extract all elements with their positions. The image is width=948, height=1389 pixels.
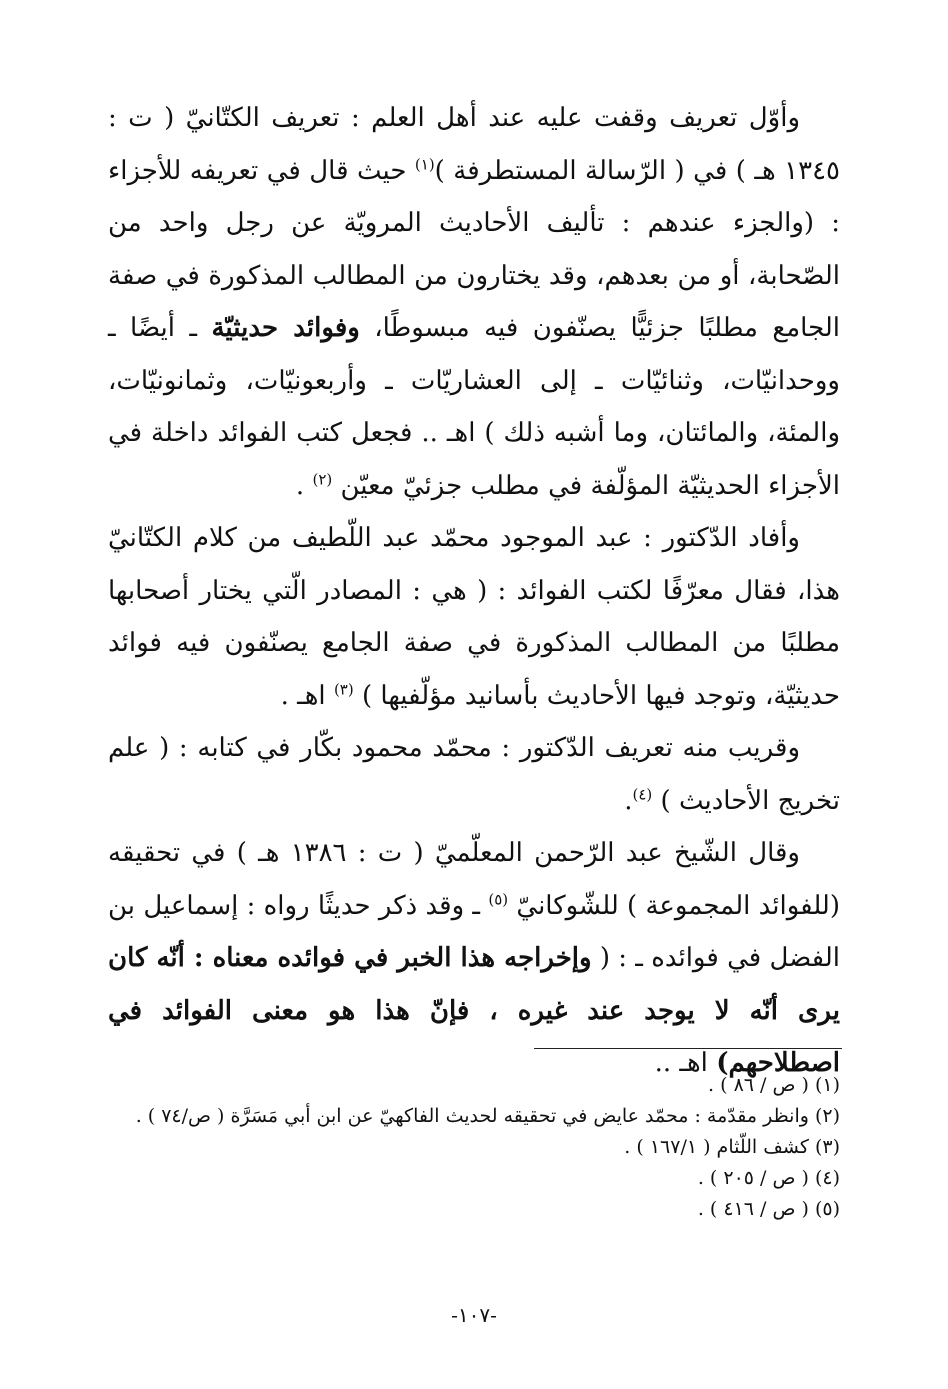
footnote-4: (٤) ( ص / ٢٠٥ ) . xyxy=(697,1167,840,1189)
bold-phrase: وفوائد حديثيّة xyxy=(211,313,360,343)
paragraph-text: وأوّل تعريف وقفت عليه عند أهل العلم : تعريف الكتّانيّ ( ت : ١٣٤٥ هـ ) في ( الرّسالة المستطرفة ) xyxy=(108,103,840,186)
paragraph-text: ـ أيضًا ـ ووحدانيّات، وثنائيّات ـ إلى العشاريّات ـ وأربعونيّات، وثمانونيّات، والمئة، والمائتان، وما أشبه ذلك ) اهـ .. فجعل كتب الفوائد داخلة في الأجزاء الحديثيّة المؤلّفة في مطلب جزئيّ معيّن xyxy=(108,313,840,501)
main-text xyxy=(108,92,840,1090)
footnote-ref-2: (٢) xyxy=(312,469,333,488)
footnote-ref-4: (٤) xyxy=(632,784,653,803)
paragraph-text: اهـ .. xyxy=(654,1048,717,1078)
page-number: -١٠٧- xyxy=(451,1303,497,1327)
paragraph-text: وقال الشّيخ عبد الرّحمن المعلّميّ ( ت : ١٣٨٦ هـ ) في تحقيقه (للفوائد المجموعة ) للشّوكانيّ xyxy=(108,838,840,921)
paragraph-4 xyxy=(108,827,840,1090)
paragraph-text: وأفاد الدّكتور : عبد الموجود محمّد عبد اللّطيف من كلام الكتّانيّ هذا، فقال معرّفًا لكتب الفوائد : ( هي : المصادر الّتي يختار أصحابها مطلبًا من المطالب المذكورة في صفة الجامع يصنّفون فيه فوائد حديثيّة، وتوجد فيها الأحاديث بأسانيد مؤلّفيها ) xyxy=(108,523,840,711)
paragraph-text: . xyxy=(295,470,313,501)
paragraph-1 xyxy=(108,92,840,512)
paragraph-text: . xyxy=(624,785,633,816)
paragraph-2 xyxy=(108,512,840,722)
footnote-ref-1: (١) xyxy=(414,154,435,173)
footnotes xyxy=(108,1070,840,1225)
bold-quote: وإخراجه هذا الخبر في فوائده معناه : أنّه كان يرى أنّه لا يوجد عند غيره ، فإنّ هذا هو معنى الفوائد في اصطلاحهم) xyxy=(108,943,840,1078)
footnote-3: (٣) كشف اللّثام ( ١٦٧/١ ) . xyxy=(624,1136,840,1158)
footnote-ref-5: (٥) xyxy=(488,889,509,908)
paragraph-3 xyxy=(108,722,840,827)
paragraph-text: وقريب منه تعريف الدّكتور : محمّد محمود بكّار في كتابه : ( علم تخريج الأحاديث ) xyxy=(108,733,840,816)
paragraph-text: ـ وقد ذكر حديثًا رواه : إسماعيل بن الفضل في فوائده ـ : ( xyxy=(108,890,840,973)
footnote-separator xyxy=(534,1048,842,1049)
footnote-1: (١) ( ص / ٨٦ ) . xyxy=(708,1074,840,1096)
footnote-5: (٥) ( ص / ٤١٦ ) . xyxy=(697,1198,840,1220)
footnote-2: (٢) وانظر مقدّمة : محمّد عايض في تحقيقه لحديث الفاكهيّ عن ابن أبي مَسَرَّة ( ص/٧٤ ) . xyxy=(135,1105,840,1127)
paragraph-text: حيث قال في تعريفه للأجزاء : (والجزء عندهم : تأليف الأحاديث المرويّة عن رجل واحد من الصّحابة، أو من بعدهم، وقد يختارون من المطالب المذكورة في صفة الجامع مطلبًا جزئيًّا يصنّفون فيه مبسوطًا، xyxy=(108,155,840,343)
footnote-ref-3: (٣) xyxy=(333,679,354,698)
paragraph-text: اهـ . xyxy=(280,680,334,711)
